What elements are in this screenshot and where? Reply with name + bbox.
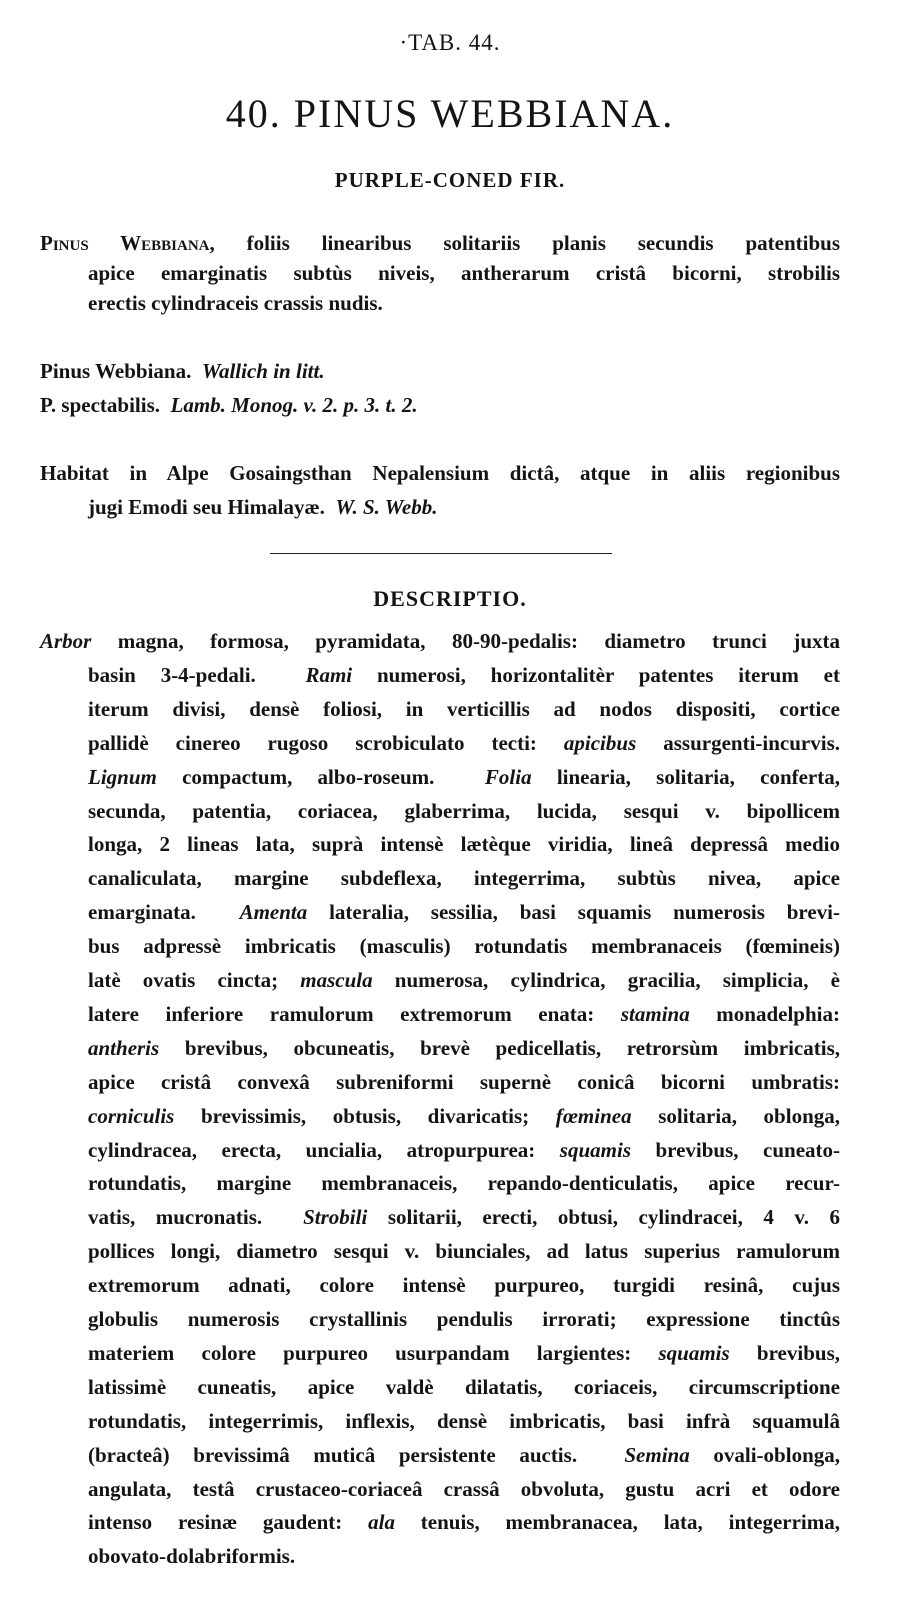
text-span: numerosi, horizontalitèr patentes iterum et [352,662,840,687]
description-line [88,1033,840,1063]
italic-term: mascula [300,968,373,992]
description-line [88,1372,840,1402]
text-span: latè ovatis cincta; [88,968,301,992]
text-span: brevissimis, obtusis, divaricatis; [174,1103,556,1128]
synonyms-line [40,356,325,386]
italic-term: W. S. Webb. [335,495,438,519]
text-span: apice cristâ convexâ subreniformi supernè conicâ bicorni umbratis: [88,1069,840,1094]
text-span: brevibus, cuneato- [631,1137,841,1162]
description-line [88,999,840,1029]
text-span: numerosa, cylindrica, gracilia, simplicia, è [372,968,840,992]
italic-term: Semina [624,1442,690,1467]
text-span: pollices longi, diametro sesqui v. biunciales, ad latus superius ramulorum [88,1239,840,1264]
description-line [88,660,840,690]
text-span: globulis numerosis crystallinis pendulis irrorati; expressione tinctûs [88,1307,840,1331]
divider [270,553,612,554]
italic-term: Lamb. Monog. v. 2. p. 3. t. 2. [170,393,418,417]
description-line [88,1406,840,1436]
text-span: linearia, solitaria, conferta, [531,764,840,789]
text-span: brevibus, obcuneatis, brevè pedicellatis, retrorsùm imbricatis, [159,1035,840,1060]
text-span: P. spectabilis. [40,393,171,417]
description-heading: DESCRIPTIO. [373,586,527,611]
description-line [88,1474,840,1504]
description-line [88,796,840,826]
text-span: longa, 2 lineas lata, suprà intensè lætèque viridia, lineâ depressâ medio [88,832,840,857]
description-line [88,728,840,758]
text-span: , foliis linearibus solitariis planis secundis patentibus [209,231,840,255]
text-span: magna, formosa, pyramidata, 80-90-pedalis: diametro trunci juxta [91,629,840,653]
italic-term: Lignum [88,764,157,789]
page-title: 40. PINUS WEBBIANA. [225,91,675,136]
description-line [88,1507,840,1537]
text-span: iterum divisi, densè foliosi, in verticillis ad nodos dispositi, cortice [88,696,840,721]
text-span: jugi Emodi seu Himalayæ. [88,495,336,519]
description-line [88,1304,840,1334]
text-span: vatis, mucronatis. [88,1205,304,1230]
italic-term: ala [368,1510,395,1535]
text-span: intenso resinæ gaudent: [88,1510,369,1535]
description-line [88,1338,840,1368]
text-span: assurgenti-incurvis. [636,730,840,755]
description-line [88,1135,840,1165]
text-span: solitarii, erecti, obtusi, cylindracei, 4 v. 6 [367,1205,840,1230]
diagnosis-line [88,258,840,288]
italic-term: Folia [484,764,532,789]
description-line [88,965,840,995]
italic-term: antheris [88,1035,160,1060]
text-span: brevibus, [729,1340,840,1365]
italic-term: Amenta [239,900,308,925]
synonyms-line [40,390,418,420]
description-line [88,1270,840,1300]
italic-term: squamis [658,1340,730,1365]
text-span: bus adpressè imbricatis (masculis) rotundatis membranaceis (fœmineis) [88,934,840,959]
description-line [88,931,840,961]
description-line [40,626,840,656]
text-span: monadelphia: [689,1001,840,1026]
italic-term: Rami [305,662,353,687]
text-span: rotundatis, integerrimis, inflexis, densè imbricatis, basi infrà squamulâ [88,1408,840,1433]
text-span: canaliculata, margine subdeflexa, integerrima, subtùs nivea, apice [88,866,840,891]
description-line [88,829,840,859]
text-span: emarginata. [88,900,240,925]
italic-term: Strobili [303,1205,368,1230]
text-span: materiem colore purpureo usurpandam largientes: [88,1340,659,1365]
text-span: ovali-oblonga, [689,1442,840,1467]
text-span: rotundatis, margine membranaceis, repando-denticulatis, apice recur- [88,1171,840,1196]
common-name: PURPLE-CONED FIR. [334,168,566,192]
description-line [88,863,840,893]
description-line [88,897,840,927]
text-span: latissimè cuneatis, apice valdè dilatatis, coriaceis, circumscriptione [88,1374,840,1399]
italic-term: Arbor [40,629,92,653]
italic-term: apicibus [563,730,637,755]
description-line [88,1236,840,1266]
text-span: pallidè cinereo rugoso scrobiculato tecti: [88,730,564,755]
text-span: lateralia, sessilia, basi squamis numerosis brevi- [307,900,840,925]
text-span: apice emarginatis subtùs niveis, antherarum cristâ bicorni, strobilis [88,261,840,285]
text-span: latere inferiore ramulorum extremorum enata: [88,1001,621,1026]
text-span: basin 3-4-pedali. [88,662,306,687]
text-span: secunda, patentia, coriacea, glaberrima, lucida, sesqui v. bipollicem [88,798,840,823]
description-line [88,1101,840,1131]
text-span: tenuis, membranacea, lata, integerrima, [394,1510,840,1535]
habitat-line [88,492,437,522]
text-span: extremorum adnati, colore intensè purpureo, turgidi resinâ, cujus [88,1273,840,1298]
text-span: solitaria, oblonga, [631,1103,840,1128]
italic-term: Wallich in litt. [201,359,325,383]
text-span: cylindracea, erecta, uncialia, atropurpurea: [88,1137,560,1162]
italic-term: squamis [559,1137,631,1162]
description-line [88,1440,840,1470]
italic-term: corniculis [88,1103,175,1128]
text-span: compactum, albo-roseum. [156,764,485,789]
italic-term: stamina [620,1001,690,1026]
description-line [88,762,840,792]
italic-term: fœminea [555,1103,632,1128]
text-span: obovato-dolabriformis. [88,1544,296,1569]
plate-number: ·TAB. 44. [399,30,501,55]
habitat-line [40,458,840,488]
diagnosis-line [88,288,383,318]
text-span: erectis cylindraceis crassis nudis. [88,291,383,315]
text-span: angulata, testâ crustaceo-coriaceâ crassâ obvoluta, gustu acri et odore [88,1476,840,1501]
description-line [88,1541,295,1571]
description-line [88,1067,840,1097]
diagnosis-line [40,228,840,258]
description-line [88,694,840,724]
description-line [88,1168,840,1198]
text-span: (bracteâ) brevissimâ muticâ persistente auctis. [88,1442,625,1467]
text-span: Pinus Webbiana. [40,359,202,383]
text-span: Pinus Webbiana [40,231,210,255]
text-span: Habitat in Alpe Gosaingsthan Nepalensium dictâ, atque in aliis regionibus [40,461,840,485]
description-line [88,1202,840,1232]
